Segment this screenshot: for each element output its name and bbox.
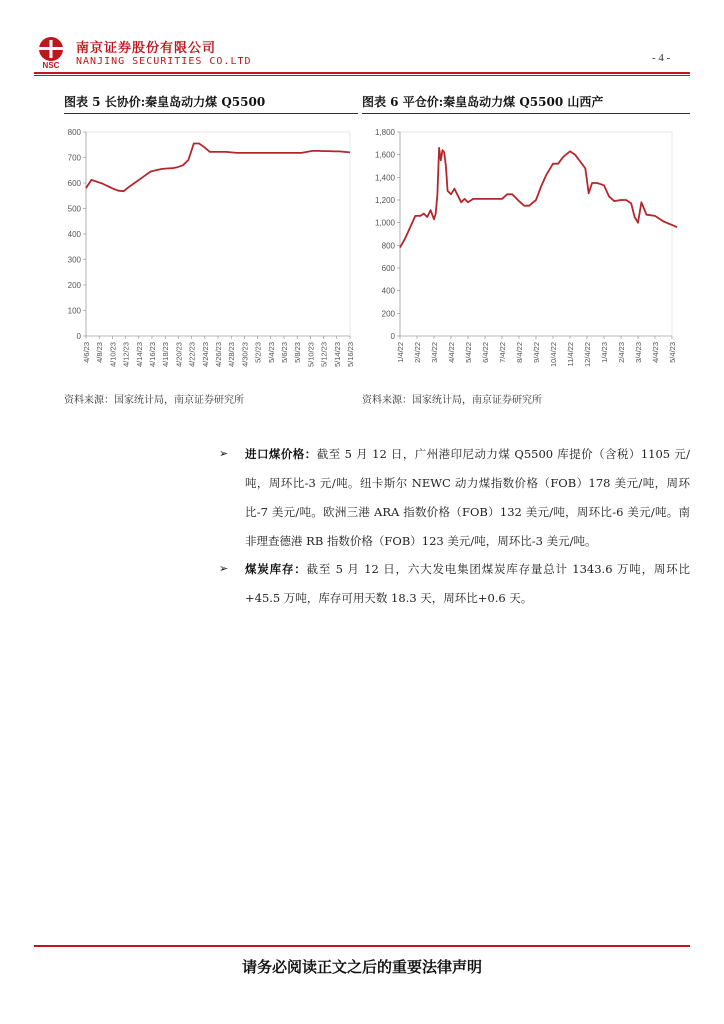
paragraph-coal-inventory: 煤炭库存：截至 5 月 12 日，六大发电集团煤炭库存量总计 1343.6 万吨，周环比+45.5 万吨，库存可用天数 18.3 天，周环比+0.6 天。 — [245, 562, 691, 605]
header-rule-thin — [34, 75, 690, 76]
footer-rule — [34, 945, 690, 947]
page-number: - 4 - — [652, 52, 671, 64]
series-line — [86, 144, 350, 192]
y-tick-label: 600 — [67, 179, 81, 188]
x-tick-label: 5/14/23 — [332, 342, 342, 368]
paragraph-label: 煤炭库存 — [245, 562, 295, 576]
x-tick-label: 9/4/22 — [532, 342, 541, 363]
x-tick-label: 4/26/23 — [214, 342, 223, 368]
x-tick-label: 1/4/23 — [600, 342, 609, 363]
y-tick-label: 300 — [67, 255, 81, 265]
y-tick-label: 1,600 — [374, 150, 395, 160]
plot-area — [86, 132, 350, 336]
y-tick-label: 800 — [381, 241, 395, 251]
paragraph-body: 截至 5 月 12 日，广州港印尼动力煤 Q5500 库提价（含税）1105 元/吨，周环比-3 元/吨。纽卡斯尔 NEWC 动力煤指数价格（FOB）178 美元/吨，周环比-7 美元/吨。欧洲三港 ARA 指数价格（FOB）132 美元/吨，周环比-6 美元/吨。南非理查德港 RB 指数价格（FOB）123 美元/吨，周环比-3 美元/吨。 — [245, 447, 691, 548]
x-tick-label: 3/4/22 — [430, 342, 439, 363]
y-tick-label: 200 — [67, 281, 81, 290]
y-tick-label: 400 — [381, 286, 395, 296]
chart-long-term-contract-price — [58, 120, 360, 382]
y-tick-label: 1,200 — [374, 196, 395, 205]
y-tick-label: 0 — [76, 332, 81, 341]
x-tick-label: 5/4/23 — [266, 342, 276, 363]
logo-text: NSC — [42, 61, 60, 70]
bullet-arrow-icon: ➢ — [219, 447, 229, 460]
company-name-en: NANJING SECURITIES CO.LTD — [76, 56, 252, 67]
paragraph-import-coal: 进口煤价格：截至 5 月 12 日，广州港印尼动力煤 Q5500 库提价（含税）1105 元/吨，周环比-3 元/吨。纽卡斯尔 NEWC 动力煤指数价格（FOB）178 美元/吨，周环比-7 美元/吨。欧洲三港 ARA 指数价格（FOB）132 美元/吨，周环比-6 美元/吨。南非理查德港 RB 指数价格（FOB）123 美元/吨，周环比-3 美元/吨。 — [245, 447, 691, 548]
x-tick-label: 7/4/22 — [498, 342, 507, 363]
x-tick-label: 4/24/23 — [200, 342, 210, 368]
x-tick-label: 5/10/23 — [306, 342, 316, 368]
x-tick-label: 4/6/23 — [82, 342, 91, 363]
x-tick-label: 5/4/23 — [668, 342, 677, 363]
x-tick-label: 4/14/23 — [134, 342, 144, 368]
figure-5-source: 资料来源：国家统计局，南京证券研究所 — [64, 395, 244, 406]
x-tick-label: 3/4/23 — [634, 342, 643, 363]
header-rule — [34, 72, 690, 74]
y-tick-label: 500 — [67, 204, 81, 214]
x-tick-label: 5/6/23 — [280, 342, 289, 363]
x-tick-label: 4/4/22 — [447, 342, 456, 363]
y-tick-label: 200 — [381, 309, 395, 319]
x-tick-label: 5/16/23 — [346, 342, 355, 368]
series-line — [400, 148, 677, 248]
company-logo — [34, 36, 68, 70]
x-tick-label: 4/10/23 — [108, 342, 118, 368]
paragraph-body: 截至 5 月 12 日，六大发电集团煤炭库存量总计 1343.6 万吨，周环比+45.5 万吨，库存可用天数 18.3 天，周环比+0.6 天。 — [245, 562, 691, 605]
x-tick-label: 8/4/22 — [515, 342, 524, 363]
figure-6-title: 图表 6 平仓价:秦皇岛动力煤 Q5500 山西产 — [362, 95, 604, 109]
company-name-cn: 南京证券股份有限公司 — [76, 41, 217, 56]
x-tick-label: 5/8/23 — [293, 342, 303, 363]
y-tick-label: 1,800 — [374, 128, 395, 137]
figure-5-rule — [64, 113, 358, 114]
paragraph-label: 进口煤价格 — [245, 447, 305, 461]
x-tick-label: 6/4/22 — [481, 342, 490, 363]
x-tick-label: 12/4/22 — [583, 342, 592, 368]
y-tick-label: 100 — [67, 306, 81, 316]
y-tick-label: 1,400 — [374, 173, 395, 183]
y-tick-label: 700 — [67, 153, 81, 163]
figure-6-rule — [362, 113, 690, 114]
chart-closing-price — [360, 120, 690, 382]
plot-area — [400, 132, 672, 336]
y-tick-label: 0 — [390, 332, 395, 341]
x-tick-label: 2/4/22 — [413, 342, 422, 363]
y-tick-label: 800 — [67, 128, 81, 137]
figure-5-title: 图表 5 长协价:秦皇岛动力煤 Q5500 — [64, 95, 266, 109]
x-tick-label: 4/28/23 — [227, 342, 237, 368]
x-tick-label: 4/30/23 — [240, 342, 250, 368]
legal-disclaimer: 请务必阅读正文之后的重要法律声明 — [241, 958, 482, 976]
figure-6-source: 资料来源：国家统计局，南京证券研究所 — [362, 395, 542, 406]
x-tick-label: 4/4/23 — [651, 342, 660, 363]
x-tick-label: 4/20/23 — [174, 342, 184, 368]
y-tick-label: 600 — [381, 264, 395, 273]
x-tick-label: 4/12/23 — [121, 342, 131, 368]
x-tick-label: 1/4/22 — [396, 342, 405, 363]
x-tick-label: 4/16/23 — [148, 342, 157, 368]
x-tick-label: 5/4/22 — [464, 342, 473, 363]
x-tick-label: 11/4/22 — [566, 342, 575, 367]
x-tick-label: 4/18/23 — [161, 342, 171, 368]
x-tick-label: 4/22/23 — [187, 342, 197, 368]
x-tick-label: 5/12/23 — [319, 342, 329, 368]
x-tick-label: 5/2/23 — [253, 342, 263, 363]
bullet-arrow-icon: ➢ — [219, 562, 229, 575]
y-tick-label: 1,000 — [374, 218, 395, 228]
y-tick-label: 400 — [67, 230, 81, 239]
x-tick-label: 10/4/22 — [549, 342, 558, 368]
x-tick-label: 4/8/23 — [95, 342, 105, 363]
x-tick-label: 2/4/23 — [617, 342, 626, 363]
